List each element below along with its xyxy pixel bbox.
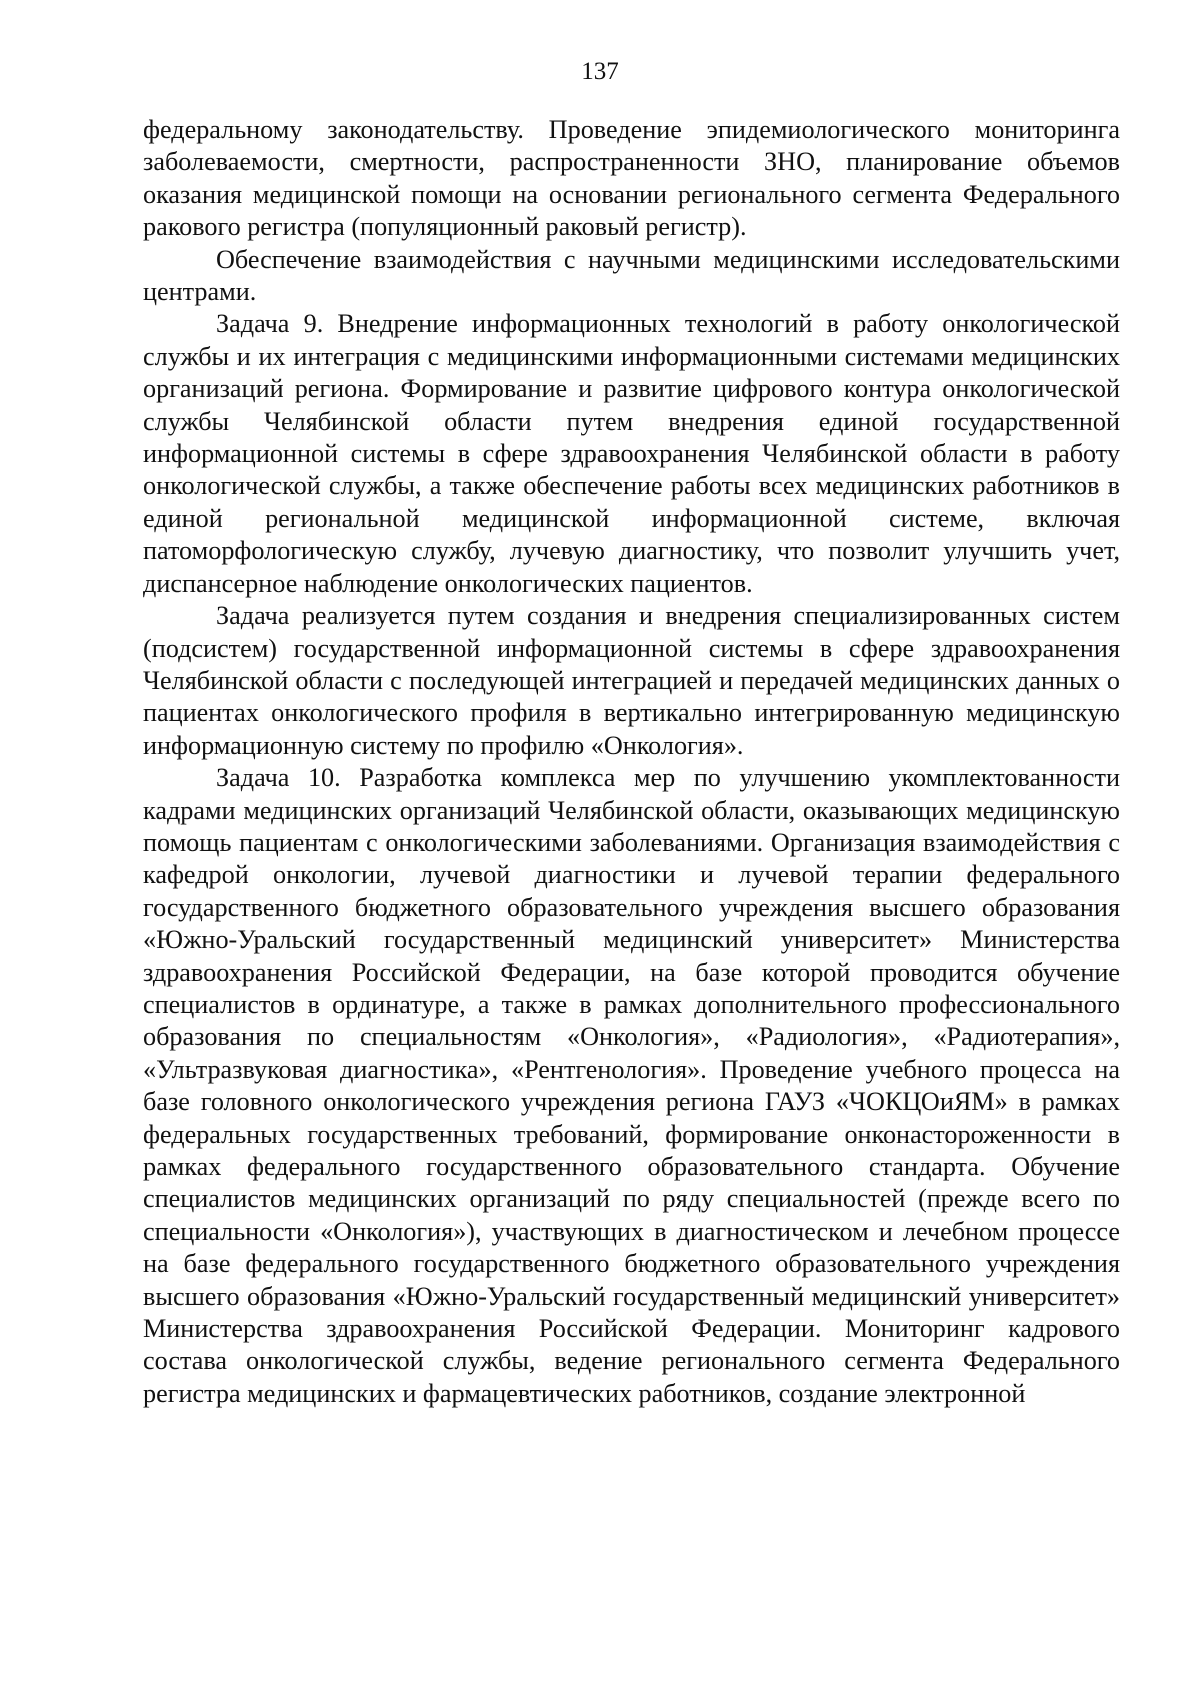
paragraph-task-9: Задача 9. Внедрение информационных технологий в работу онкологической службы и их интеграция с медицинскими информационными системами медицинских организаций региона. Формирование и развитие цифрового контура онкологической службы Челябинской области путем внедрения единой государственной информационной системы в сфере здравоохранения Челябинской области в работу онкологической службы, а также обеспечение работы всех медицинских работников в единой региональной медицинской информационной системе, включая патоморфологическую службу, лучевую диагностику, что позволит улучшить учет, диспансерное наблюдение онкологических пациентов. — [143, 309, 1120, 598]
paragraph-research-centers: Обеспечение взаимодействия с научными медицинскими исследовательскими центрами. — [143, 244, 1120, 307]
document-body — [143, 114, 1120, 1410]
paragraph-task-10: Задача 10. Разработка комплекса мер по улучшению укомплектованности кадрами медицинских организаций Челябинской области, оказывающих медицинскую помощь пациентам с онкологическими заболеваниями. Организация взаимодействия с кафедрой онкологии, лучевой диагностики и лучевой терапии федерального государственного бюджетного образовательного учреждения высшего образования «Южно-Уральский государственный медицинский университет» Министерства здравоохранения Российской Федерации, на базе которой проводится обучение специалистов в ординатуре, а также в рамках дополнительного профессионального образования по специальностям «Онкология», «Радиология», «Радиотерапия», «Ультразвуковая диагностика», «Рентгенология». Проведение учебного процесса на базе головного онкологического учреждения региона ГАУЗ «ЧОКЦОиЯМ» в рамках федеральных государственных требований, формирование онконастороженности в рамках федерального государственного образовательного стандарта. Обучение специалистов медицинских организаций по ряду специальностей (прежде всего по специальности «Онкология»), участвующих в диагностическом и лечебном процессе на базе федерального государственного бюджетного образовательного учреждения высшего образования «Южно-Уральский государственный медицинский университет» Министерства здравоохранения Российской Федерации. Мониторинг кадрового состава онкологической службы, ведение регионального сегмента Федерального регистра медицинских и фармацевтических работников, создание электронной — [143, 763, 1120, 1408]
paragraph-task-9-implementation: Задача реализуется путем создания и внедрения специализированных систем (подсистем) государственной информационной системы в сфере здравоохранения Челябинской области с последующей интеграцией и передачей медицинских данных о пациентах онкологического профиля в вертикально интегрированную медицинскую информационную систему по профилю «Онкология». — [143, 601, 1120, 760]
paragraph-federal-legislation: федеральному законодательству. Проведение эпидемиологического мониторинга заболеваемости, смертности, распространенности ЗНО, планирование объемов оказания медицинской помощи на основании регионального сегмента Федерального ракового регистра (популяционный раковый регистр). — [143, 115, 1120, 242]
page-number: 137 — [581, 58, 619, 85]
